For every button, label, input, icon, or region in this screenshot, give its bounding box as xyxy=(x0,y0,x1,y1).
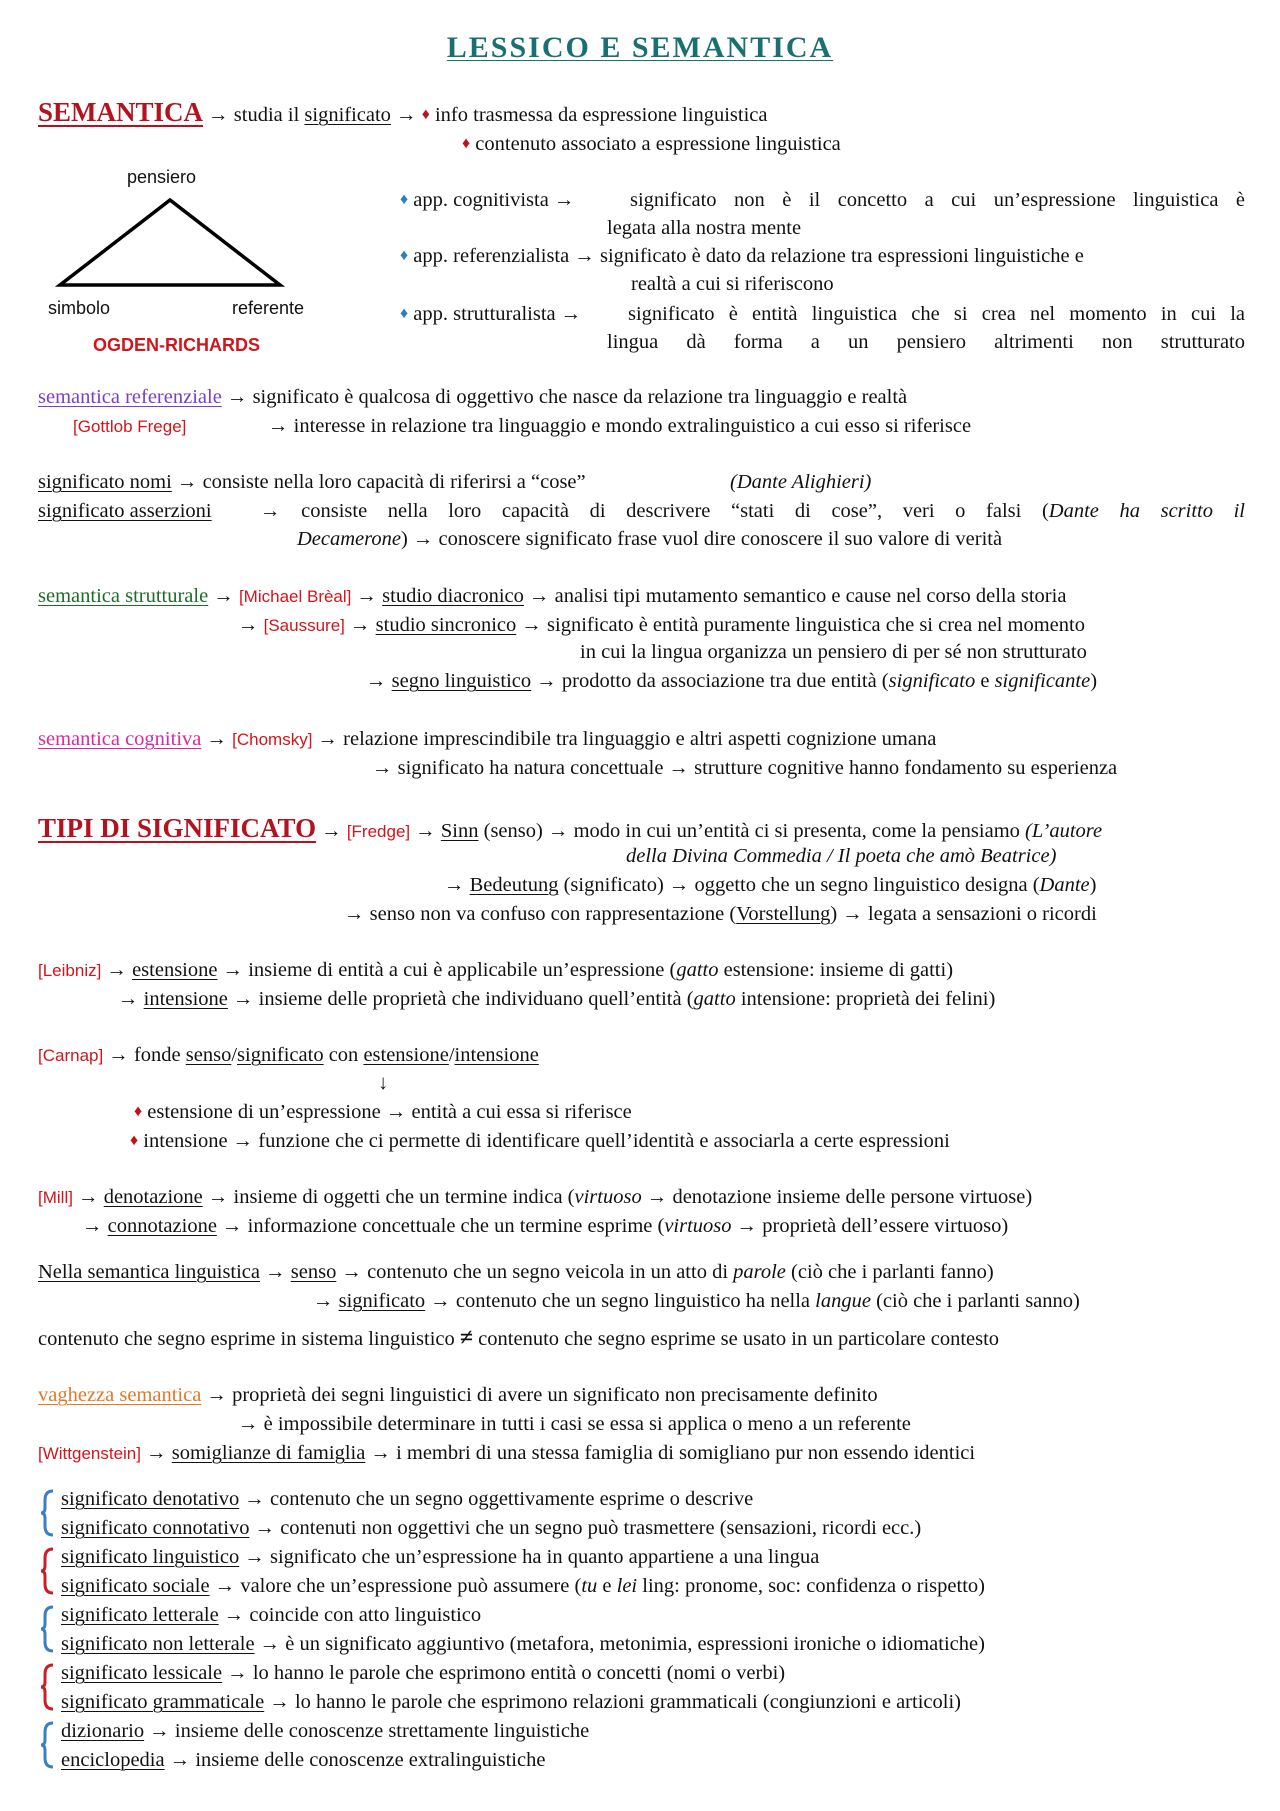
referenziale-text-2: interesse in relazione tra linguaggio e mondo extralinguistico a cui esso si riferisce xyxy=(293,415,972,437)
arrow: → xyxy=(227,1662,248,1684)
tipi-line-1 xyxy=(38,812,1102,844)
vorstellung-text-2: ) → legata a sensazioni o ricordi xyxy=(830,903,1097,925)
pair-row xyxy=(61,1516,921,1541)
semantica-bullet-1: info trasmessa da espressione linguistica xyxy=(434,104,768,126)
vaghezza-line-1 xyxy=(38,1383,878,1408)
carnap-text: fonde xyxy=(133,1044,181,1066)
carnap-bullet-text: estensione di un’espressione → entità a cui essa si riferisce xyxy=(147,1101,632,1123)
nomi-text: consiste nella loro capacità di riferirsi a “cose” xyxy=(202,471,586,493)
segno-it: significante xyxy=(994,670,1091,692)
arrow: → xyxy=(108,1044,129,1066)
arrow: → xyxy=(260,500,281,522)
tipi-line-3 xyxy=(444,873,1096,898)
semiotic-triangle xyxy=(55,195,285,290)
vaghezza-text-2: è impossibile determinare in tutti i casi se essa si applica o meno a un referente xyxy=(263,1413,911,1435)
approach-2-line-2: realtà a cui si riferiscono xyxy=(631,273,834,295)
pair-text: lo hanno le parole che esprimono relazioni grammaticali (congiunzioni e articoli) xyxy=(294,1691,961,1713)
pair-term: significato connotativo xyxy=(61,1517,250,1539)
referenziale-line-2b xyxy=(268,414,971,439)
approach-name: app. strutturalista xyxy=(413,303,556,325)
approach-3-line-2: lingua dà forma a un pensiero altrimenti non strutturato xyxy=(607,331,1245,353)
connotazione-text-end: → proprietà dell’essere virtuoso) xyxy=(731,1215,1009,1237)
brace-red-2 xyxy=(40,1662,54,1712)
vaghezza-line-2 xyxy=(238,1412,911,1437)
pair-row xyxy=(61,1632,985,1657)
segno-term: segno linguistico xyxy=(391,670,532,692)
linguistica-lead: Nella semantica linguistica xyxy=(38,1261,261,1283)
intensione-term: intensione xyxy=(454,1044,539,1066)
arrow: → xyxy=(213,585,234,607)
semantica-bullet-2: contenuto associato a espressione linguistica xyxy=(475,133,841,155)
segno-end: ) xyxy=(1090,670,1098,692)
arrow: → xyxy=(430,1290,451,1312)
nomi-line xyxy=(38,470,586,495)
significato-term: significato xyxy=(338,1290,426,1312)
arrow: → xyxy=(560,303,582,325)
pair-row xyxy=(61,1574,985,1599)
virtuoso-example: virtuoso xyxy=(574,1186,642,1208)
approach-1 xyxy=(400,188,574,213)
arrow: → xyxy=(223,1604,245,1626)
author-tag: [Fredge] xyxy=(346,822,411,841)
connotazione-text: informazione concettuale che un termine esprime ( xyxy=(247,1215,665,1237)
estensione-term: estensione xyxy=(363,1044,449,1066)
pair-row xyxy=(61,1748,545,1773)
parole-term: parole xyxy=(733,1261,786,1283)
connotazione-term: connotazione xyxy=(107,1215,217,1237)
referenziale-term: semantica referenziale xyxy=(38,386,222,408)
tipi-heading: TIPI DI SIGNIFICATO xyxy=(38,813,317,843)
semantica-bullet-row-2 xyxy=(462,132,841,157)
pair-text: insieme delle conoscenze strettamente linguistiche xyxy=(174,1720,590,1742)
neq-left: contenuto che segno esprime in sistema linguistico xyxy=(38,1328,455,1350)
significato-term: significato xyxy=(304,104,391,126)
referenziale-text: significato è qualcosa di oggettivo che nasce da relazione tra linguaggio e realtà xyxy=(252,386,908,408)
senso-term: senso xyxy=(290,1261,337,1283)
semantica-line xyxy=(38,96,767,128)
arrow: → xyxy=(169,1749,191,1771)
pair-row xyxy=(61,1719,589,1744)
diamond-icon: ♦ xyxy=(134,1103,143,1120)
arrow: → xyxy=(78,1186,99,1208)
carnap-bullet-text: intensione → funzione che ci permette di identificare quell’identità e associarla a certe espressioni xyxy=(143,1130,950,1152)
vaghezza-text: proprietà dei segni linguistici di avere un significato non precisamente definito xyxy=(232,1384,878,1406)
arrow: → xyxy=(206,1384,227,1406)
pair-text: coincide con atto linguistico xyxy=(249,1604,482,1626)
arrow: → xyxy=(321,820,342,842)
author-tag: [Chomsky] xyxy=(232,730,313,749)
senso-term: senso xyxy=(185,1044,232,1066)
arrow: → xyxy=(366,670,387,692)
arrow: → xyxy=(521,614,542,636)
virtuoso-example: virtuoso xyxy=(664,1215,732,1237)
significato-term: significato xyxy=(237,1044,324,1066)
diamond-icon: ♦ xyxy=(462,135,471,152)
carnap-bullet-2 xyxy=(130,1129,950,1154)
intensione-term: intensione xyxy=(143,988,228,1010)
denotazione-text: insieme di oggetti che un termine indica ( xyxy=(233,1186,575,1208)
pair-row xyxy=(61,1661,785,1686)
not-equal-icon: ≠ xyxy=(459,1325,474,1351)
nomi-term: significato nomi xyxy=(38,471,172,493)
asserzioni-line-2 xyxy=(297,527,1002,552)
approach-3 xyxy=(400,302,581,327)
arrow: → xyxy=(149,1720,170,1742)
arrow: → xyxy=(372,757,393,779)
triangle-label-referente: referente xyxy=(232,298,305,318)
somiglianze-term: somiglianze di famiglia xyxy=(171,1442,366,1464)
sinn-text: (senso) → modo in cui un’entità ci si presenta, come la pensiamo xyxy=(483,820,1020,842)
approach-name: app. cognitivista xyxy=(413,189,549,211)
pair-text: valore che un’espressione può assumere ( xyxy=(240,1575,582,1597)
segno-mid: e xyxy=(975,670,995,692)
arrow: → xyxy=(206,728,227,750)
author-tag: [Gottlob Frege] xyxy=(73,417,187,436)
arrow: → xyxy=(396,104,417,126)
arrow: → xyxy=(415,820,436,842)
brace-blue-3 xyxy=(40,1720,54,1770)
referenziale-line-2 xyxy=(73,414,186,439)
segno-it: significato xyxy=(888,670,976,692)
triangle-label-pensiero: pensiero xyxy=(127,167,197,187)
pair-row xyxy=(61,1545,819,1570)
mill-line-1 xyxy=(38,1185,1032,1210)
arrow: → xyxy=(269,1691,290,1713)
pair-row xyxy=(61,1690,961,1715)
gatto-example: gatto xyxy=(676,959,719,981)
sincronico-term: studio sincronico xyxy=(375,614,517,636)
tipi-line-4 xyxy=(344,902,1097,927)
diacronico-term: studio diacronico xyxy=(382,585,524,607)
cognitiva-text: relazione imprescindibile tra linguaggio e altri aspetti cognizione umana xyxy=(343,728,937,750)
strutturale-line-4 xyxy=(366,669,1097,694)
vorstellung-text: senso non va confuso con rappresentazione ( xyxy=(369,903,737,925)
asserzioni-text-2: ) → conoscere significato frase vuol dire conoscere il suo valore di verità xyxy=(400,528,1003,550)
carnap-bullet-1 xyxy=(134,1100,632,1125)
approach-2 xyxy=(400,244,1084,269)
senso-text: contenuto che un segno veicola in un atto di xyxy=(367,1261,734,1283)
arrow: → xyxy=(356,585,378,607)
pair-text: insieme delle conoscenze extralinguistiche xyxy=(195,1749,546,1771)
segno-text: prodotto da associazione tra due entità ( xyxy=(561,670,889,692)
leibniz-line-2 xyxy=(118,987,995,1012)
arrow: → xyxy=(118,988,139,1010)
arrow: → xyxy=(444,874,465,896)
pair-text: lo hanno le parole che esprimono entità o concetti (nomi o verbi) xyxy=(252,1662,786,1684)
somiglianze-text: i membri di una stessa famiglia di somigliano pur non essendo identici xyxy=(396,1442,976,1464)
pair-term: significato linguistico xyxy=(61,1546,240,1568)
asserzioni-term-cell xyxy=(38,499,212,524)
arrow: → xyxy=(222,959,244,981)
pair-row xyxy=(61,1603,481,1628)
arrow: → xyxy=(208,104,229,126)
senso-text-end: (ciò che i parlanti fanno) xyxy=(785,1261,994,1283)
approach-1-line-2: legata alla nostra mente xyxy=(607,217,802,239)
cognitiva-line-2 xyxy=(372,756,1117,781)
asserzioni-example-2: Decamerone xyxy=(297,528,401,550)
strutturale-term: semantica strutturale xyxy=(38,585,209,607)
denotazione-term: denotazione xyxy=(103,1186,203,1208)
cognitiva-term: semantica cognitiva xyxy=(38,728,202,750)
leibniz-line-1 xyxy=(38,958,953,983)
arrow: → xyxy=(370,1442,391,1464)
arrow: → xyxy=(529,585,550,607)
nomi-example: (Dante Alighieri) xyxy=(730,471,872,493)
diamond-icon: ♦ xyxy=(400,247,409,264)
pair-term: significato lessicale xyxy=(61,1662,223,1684)
estensione-term: estensione xyxy=(132,959,218,981)
author-tag: [Carnap] xyxy=(38,1046,104,1065)
author-tag: [Saussure] xyxy=(263,616,345,635)
arrow: → xyxy=(222,1215,243,1237)
asserzioni-line-1 xyxy=(260,499,1245,524)
brace-blue-1 xyxy=(40,1488,54,1538)
arrow: → xyxy=(265,1261,286,1283)
bedeutung-term: Bedeutung xyxy=(469,874,559,896)
wittgenstein-line xyxy=(38,1441,975,1466)
sinn-term: Sinn xyxy=(440,820,479,842)
mill-line-2 xyxy=(82,1214,1008,1239)
text: studia il xyxy=(233,104,300,126)
asserzioni-term: significato asserzioni xyxy=(38,500,212,522)
arrow: → xyxy=(176,471,198,493)
arrow: → xyxy=(214,1575,236,1597)
arrow: → xyxy=(341,1261,362,1283)
langue-term: langue xyxy=(815,1290,871,1312)
triangle-shape xyxy=(60,200,280,285)
estensione-text: insieme di entità a cui è applicabile un’espressione ( xyxy=(248,959,677,981)
estensione-text-end: estensione: insieme di gatti) xyxy=(718,959,954,981)
significato-text-end: (ciò che i parlanti sanno) xyxy=(870,1290,1080,1312)
arrow: → xyxy=(536,670,557,692)
arrow: → xyxy=(313,1290,334,1312)
bedeutung-end: ) xyxy=(1089,874,1097,896)
pair-text-mid: e xyxy=(597,1575,617,1597)
pair-text: contenuto che un segno oggettivamente esprime o descrive xyxy=(269,1488,754,1510)
approach-name: app. referenzialista xyxy=(413,245,570,267)
significato-text: contenuto che un segno linguistico ha nella xyxy=(455,1290,816,1312)
approach-1-line-1: significato non è il concetto a cui un’espressione linguistica è xyxy=(630,189,1245,211)
diacronico-text: analisi tipi mutamento semantico e cause nel corso della storia xyxy=(554,585,1067,607)
semantica-heading: SEMANTICA xyxy=(38,97,204,127)
linguistica-line-1 xyxy=(38,1260,994,1285)
author-tag: [Leibniz] xyxy=(38,961,102,980)
vaghezza-term: vaghezza semantica xyxy=(38,1384,202,1406)
bedeutung-text: (significato) → oggetto che un segno linguistico designa ( xyxy=(563,874,1040,896)
arrow: → xyxy=(344,903,365,925)
pair-term: significato sociale xyxy=(61,1575,210,1597)
intensione-text: insieme delle proprietà che individuano quell’entità ( xyxy=(258,988,694,1010)
arrow: → xyxy=(207,1186,229,1208)
arrow: → xyxy=(244,1488,265,1510)
page-title: LESSICO E SEMANTICA xyxy=(446,31,834,64)
pair-term: enciclopedia xyxy=(61,1749,165,1771)
referenziale-line xyxy=(38,385,907,410)
asserzioni-text: consiste nella loro capacità di descrivere “stati di cose”, veri o falsi ( xyxy=(301,500,1049,522)
neq-right: contenuto che segno esprime se usato in un particolare contesto xyxy=(478,1328,1000,1350)
bedeutung-example: Dante xyxy=(1039,874,1090,896)
diamond-icon: ♦ xyxy=(400,191,409,208)
down-arrow-icon: ↓ xyxy=(378,1072,389,1094)
carnap-line-1: [Carnap] → fonde senso/significato con estensione/intensione xyxy=(38,1044,539,1066)
brace-blue-2 xyxy=(40,1604,54,1654)
asserzioni-example: Dante ha scritto il xyxy=(1048,500,1245,522)
triangle-caption: OGDEN-RICHARDS xyxy=(93,335,261,355)
pair-term: significato non letterale xyxy=(61,1633,255,1655)
carnap-con: con xyxy=(328,1044,359,1066)
arrow: → xyxy=(350,614,371,636)
arrow: → xyxy=(106,959,127,981)
author-tag: [Wittgenstein] xyxy=(38,1444,141,1463)
triangle-label-simbolo: simbolo xyxy=(48,298,111,318)
lei-example: lei xyxy=(616,1575,638,1597)
gatto-example: gatto xyxy=(693,988,736,1010)
author-tag: [Michael Brèal] xyxy=(238,587,352,606)
diamond-icon: ♦ xyxy=(421,106,430,123)
denotazione-text-end: → denotazione insieme delle persone virtuose) xyxy=(641,1186,1033,1208)
sinn-example: (L’autore xyxy=(1025,820,1103,842)
tu-example: tu xyxy=(581,1575,598,1597)
arrow: → xyxy=(238,1413,259,1435)
pair-term: significato grammaticale xyxy=(61,1691,265,1713)
pair-term: significato denotativo xyxy=(61,1488,240,1510)
pair-row xyxy=(61,1487,753,1512)
arrow: → xyxy=(233,988,254,1010)
pair-text-end: ling: pronome, soc: confidenza o rispetto) xyxy=(637,1575,985,1597)
arrow: → xyxy=(254,1517,276,1539)
author-tag: [Mill] xyxy=(38,1188,73,1207)
strutturale-line-2 xyxy=(238,613,1085,638)
arrow: → xyxy=(226,386,248,408)
sincronico-text: significato è entità puramente linguistica che si crea nel momento xyxy=(547,614,1085,636)
sincronico-text-2: in cui la lingua organizza un pensiero di per sé non strutturato xyxy=(580,641,1087,663)
diamond-icon: ♦ xyxy=(130,1132,139,1149)
arrow: → xyxy=(317,728,339,750)
arrow: → xyxy=(82,1215,103,1237)
cognitiva-line-1 xyxy=(38,727,936,752)
arrow: → xyxy=(259,1633,281,1655)
intensione-text-end: intensione: proprietà dei felini) xyxy=(735,988,996,1010)
pair-text: è un significato aggiuntivo (metafora, metonimia, espressioni ironiche o idiomatiche) xyxy=(285,1633,985,1655)
pair-term: significato letterale xyxy=(61,1604,219,1626)
arrow: → xyxy=(553,189,575,211)
sinn-example-2: della Divina Commedia / Il poeta che amò Beatrice) xyxy=(626,845,1057,867)
arrow: → xyxy=(238,614,259,636)
pair-term: dizionario xyxy=(61,1720,145,1742)
diamond-icon: ♦ xyxy=(400,305,409,322)
arrow: → xyxy=(146,1442,167,1464)
approach-3-line-1: significato è entità linguistica che si crea nel momento in cui la xyxy=(628,303,1245,325)
approach-2-line-1: significato è dato da relazione tra espressioni linguistiche e xyxy=(599,245,1084,267)
strutturale-line-1 xyxy=(38,584,1066,609)
pair-text: contenuti non oggettivi che un segno può trasmettere (sensazioni, ricordi ecc.) xyxy=(280,1517,922,1539)
linguistica-line-2 xyxy=(313,1289,1080,1314)
arrow: → xyxy=(268,415,289,437)
pair-text: significato che un’espressione ha in quanto appartiene a una lingua xyxy=(269,1546,820,1568)
vorstellung-term: Vorstellung xyxy=(736,903,831,925)
linguistica-neq-line xyxy=(38,1324,999,1353)
arrow: → xyxy=(244,1546,265,1568)
arrow: → xyxy=(574,245,595,267)
cognitiva-text-2: significato ha natura concettuale → strutture cognitive hanno fondamento su esperienza xyxy=(397,757,1118,779)
brace-red-1 xyxy=(40,1546,54,1596)
